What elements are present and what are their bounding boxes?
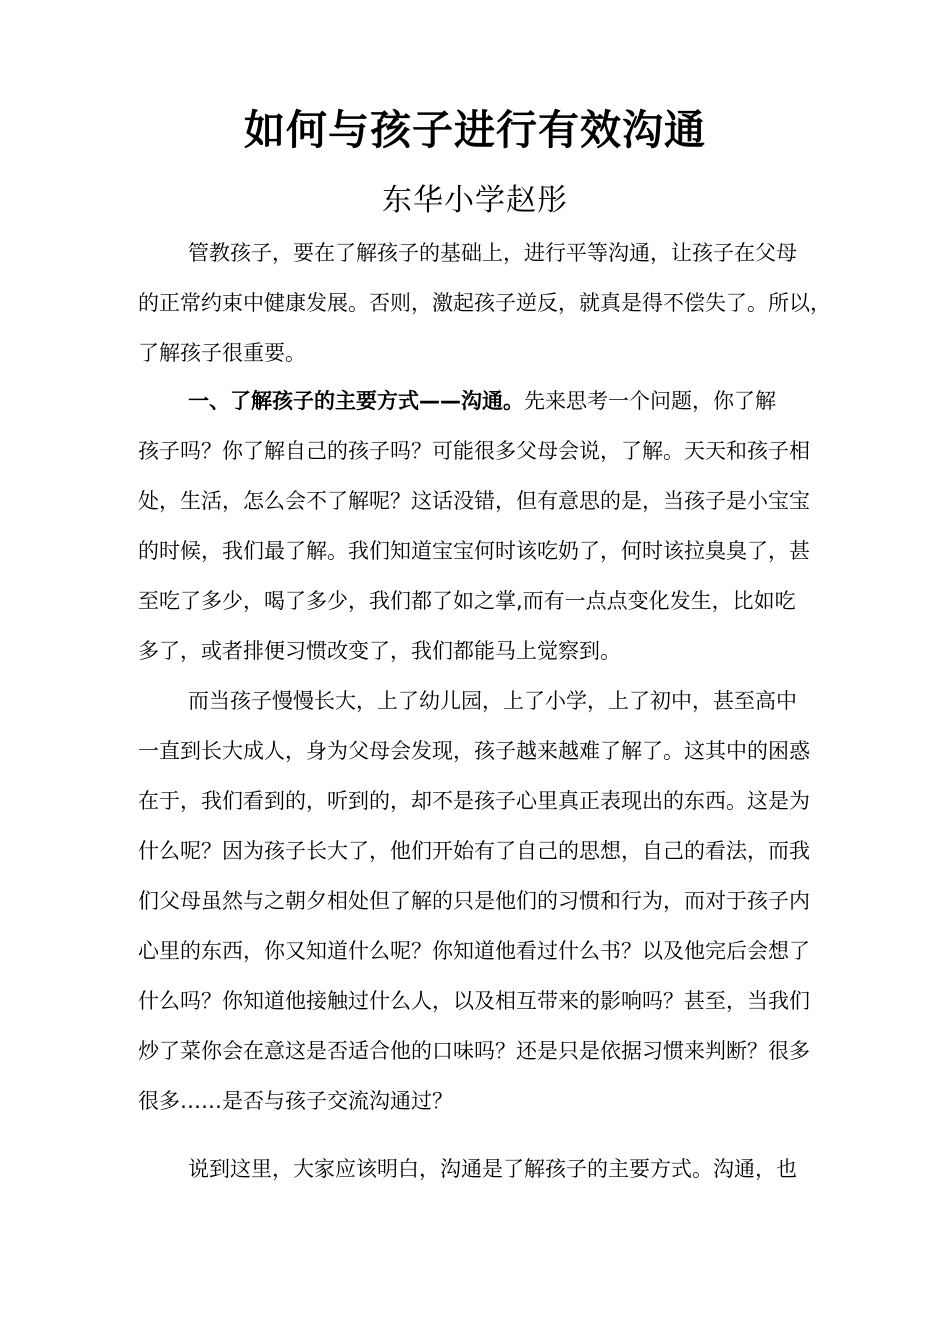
paragraph-line: 的正常约束中健康发展。否则，激起孩子逆反，就真是得不偿失了。所以， xyxy=(138,291,831,315)
paragraph-line: 而当孩子慢慢长大，上了幼儿园，上了小学，上了初中，甚至高中 xyxy=(188,689,797,713)
paragraph-line: 管教孩子，要在了解孩子的基础上，进行平等沟通，让孩子在父母 xyxy=(188,241,797,265)
paragraph-line: 处，生活，怎么会不了解呢？这话没错，但有意思的是，当孩子是小宝宝 xyxy=(138,489,810,513)
paragraph-line: 什么呢？因为孩子长大了，他们开始有了自己的思想，自己的看法，而我 xyxy=(138,839,810,863)
paragraph-line: 什么吗？你知道他接触过什么人，以及相互带来的影响吗？甚至，当我们 xyxy=(138,989,810,1013)
document-author: 东华小学赵彤 xyxy=(382,183,568,218)
paragraph-line: 很多……是否与孩子交流沟通过？ xyxy=(138,1089,453,1113)
paragraph-line: 在于，我们看到的，听到的，却不是孩子心里真正表现出的东西。这是为 xyxy=(138,789,810,813)
paragraph-line: 炒了菜你会在意这是否适合他的口味吗？还是只是依据习惯来判断？很多 xyxy=(138,1039,810,1063)
paragraph-line: 至吃了多少，喝了多少，我们都了如之掌,而有一点点变化发生，比如吃 xyxy=(138,589,796,613)
paragraph-line: 的时候，我们最了解。我们知道宝宝何时该吃奶了，何时该拉臭臭了，甚 xyxy=(138,539,810,563)
document-title: 如何与孩子进行有效沟通 xyxy=(244,106,706,154)
paragraph-line: 心里的东西，你又知道什么呢？你知道他看过什么书？以及他完后会想了 xyxy=(138,939,810,963)
paragraph-line: 多了，或者排便习惯改变了，我们都能马上觉察到。 xyxy=(138,639,621,663)
paragraph-text: 先来思考一个问题，你了解 xyxy=(524,389,776,413)
paragraph-line: 了解孩子很重要。 xyxy=(138,341,306,365)
paragraph-line: 孩子吗？你了解自己的孩子吗？可能很多父母会说，了解。天天和孩子相 xyxy=(138,439,810,463)
section-heading: 一、了解孩子的主要方式——沟通。 xyxy=(188,389,524,413)
paragraph-line: 一直到长大成人，身为父母会发现，孩子越来越难了解了。这其中的困惑 xyxy=(138,739,810,763)
paragraph-line: 们父母虽然与之朝夕相处但了解的只是他们的习惯和行为，而对于孩子内 xyxy=(138,889,810,913)
section-heading-line xyxy=(188,384,776,418)
paragraph-line: 说到这里，大家应该明白，沟通是了解孩子的主要方式。沟通，也 xyxy=(188,1157,797,1181)
